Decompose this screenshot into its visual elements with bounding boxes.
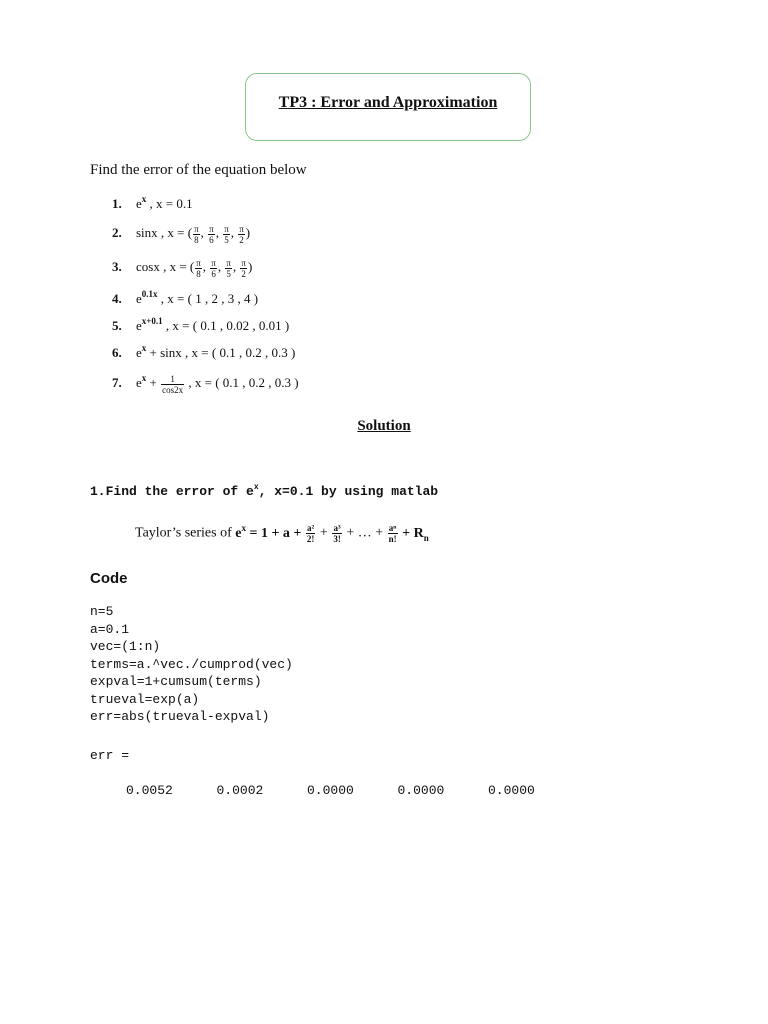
- err-value: 0.0000: [488, 783, 535, 798]
- code-block: [90, 603, 293, 726]
- err-value: 0.0000: [397, 783, 445, 798]
- code-line: trueval=exp(a): [90, 691, 200, 707]
- code-line: err=abs(trueval-expval): [90, 709, 270, 724]
- code-line: expval=1+cumsum(terms): [90, 674, 262, 689]
- err-value: 0.0002: [216, 783, 264, 798]
- intro-text: Find the error of the equation below: [90, 162, 307, 178]
- taylor-series: Taylor’s series of $e^x = 1 + a$ + $\frac{\text{a²}}{2!}$ + $\frac{\text{a³}}{3!}$ + … + $\frac{\text{aⁿ}}{n!}$ + $R_n$: [135, 522, 429, 544]
- solution-heading: Solution: [357, 418, 411, 434]
- step-heading: 1.Find the error of $e^x$, x=0.1 by using matlab: [90, 483, 439, 499]
- err-value: 0.0000: [307, 783, 354, 798]
- code-line: terms=a.^vec./cumprod(vec): [90, 656, 293, 672]
- page-title: TP3 : Error and Approximation: [278, 94, 498, 111]
- title-box: [245, 73, 531, 141]
- list-item: 7. $e^x$ + $\frac{1}{\cos 2x}$ , x = ( 0.1 , 0.2 , 0.3 ): [112, 373, 299, 395]
- list-item: 3. cosx , x = ( $\frac{\pi}{8}$ , $\frac{\pi}{6}$ , $\frac{\pi}{5}$ , $\frac{\pi}{2}$ ): [112, 257, 253, 279]
- code-line: a=0.1: [90, 621, 130, 637]
- list-item: 4. $e^{0.1x}$ , x = ( 1 , 2 , 3 , 4 ): [112, 289, 259, 306]
- code-line: n=5: [90, 604, 114, 619]
- code-heading: Code: [90, 570, 128, 587]
- list-item: 6. $e^x + \sin x$ , x = ( 0.1 , 0.2 , 0.3 ): [112, 343, 296, 360]
- err-value: 0.0052: [126, 783, 173, 798]
- list-item: 1. $e^x$ , x = 0.1: [112, 194, 193, 211]
- code-line: vec=(1:n): [90, 639, 161, 654]
- list-item: 5. $e^{x+0.1}$ , x = ( 0.1 , 0.02 , 0.01 ): [112, 316, 290, 333]
- err-values: [126, 783, 579, 798]
- err-label: err =: [90, 748, 130, 763]
- list-item: 2. sinx , x = ( $\frac{\pi}{8}$ , $\frac{\pi}{6}$ , $\frac{\pi}{5}$ , $\frac{\pi}{2}$ ): [112, 223, 251, 245]
